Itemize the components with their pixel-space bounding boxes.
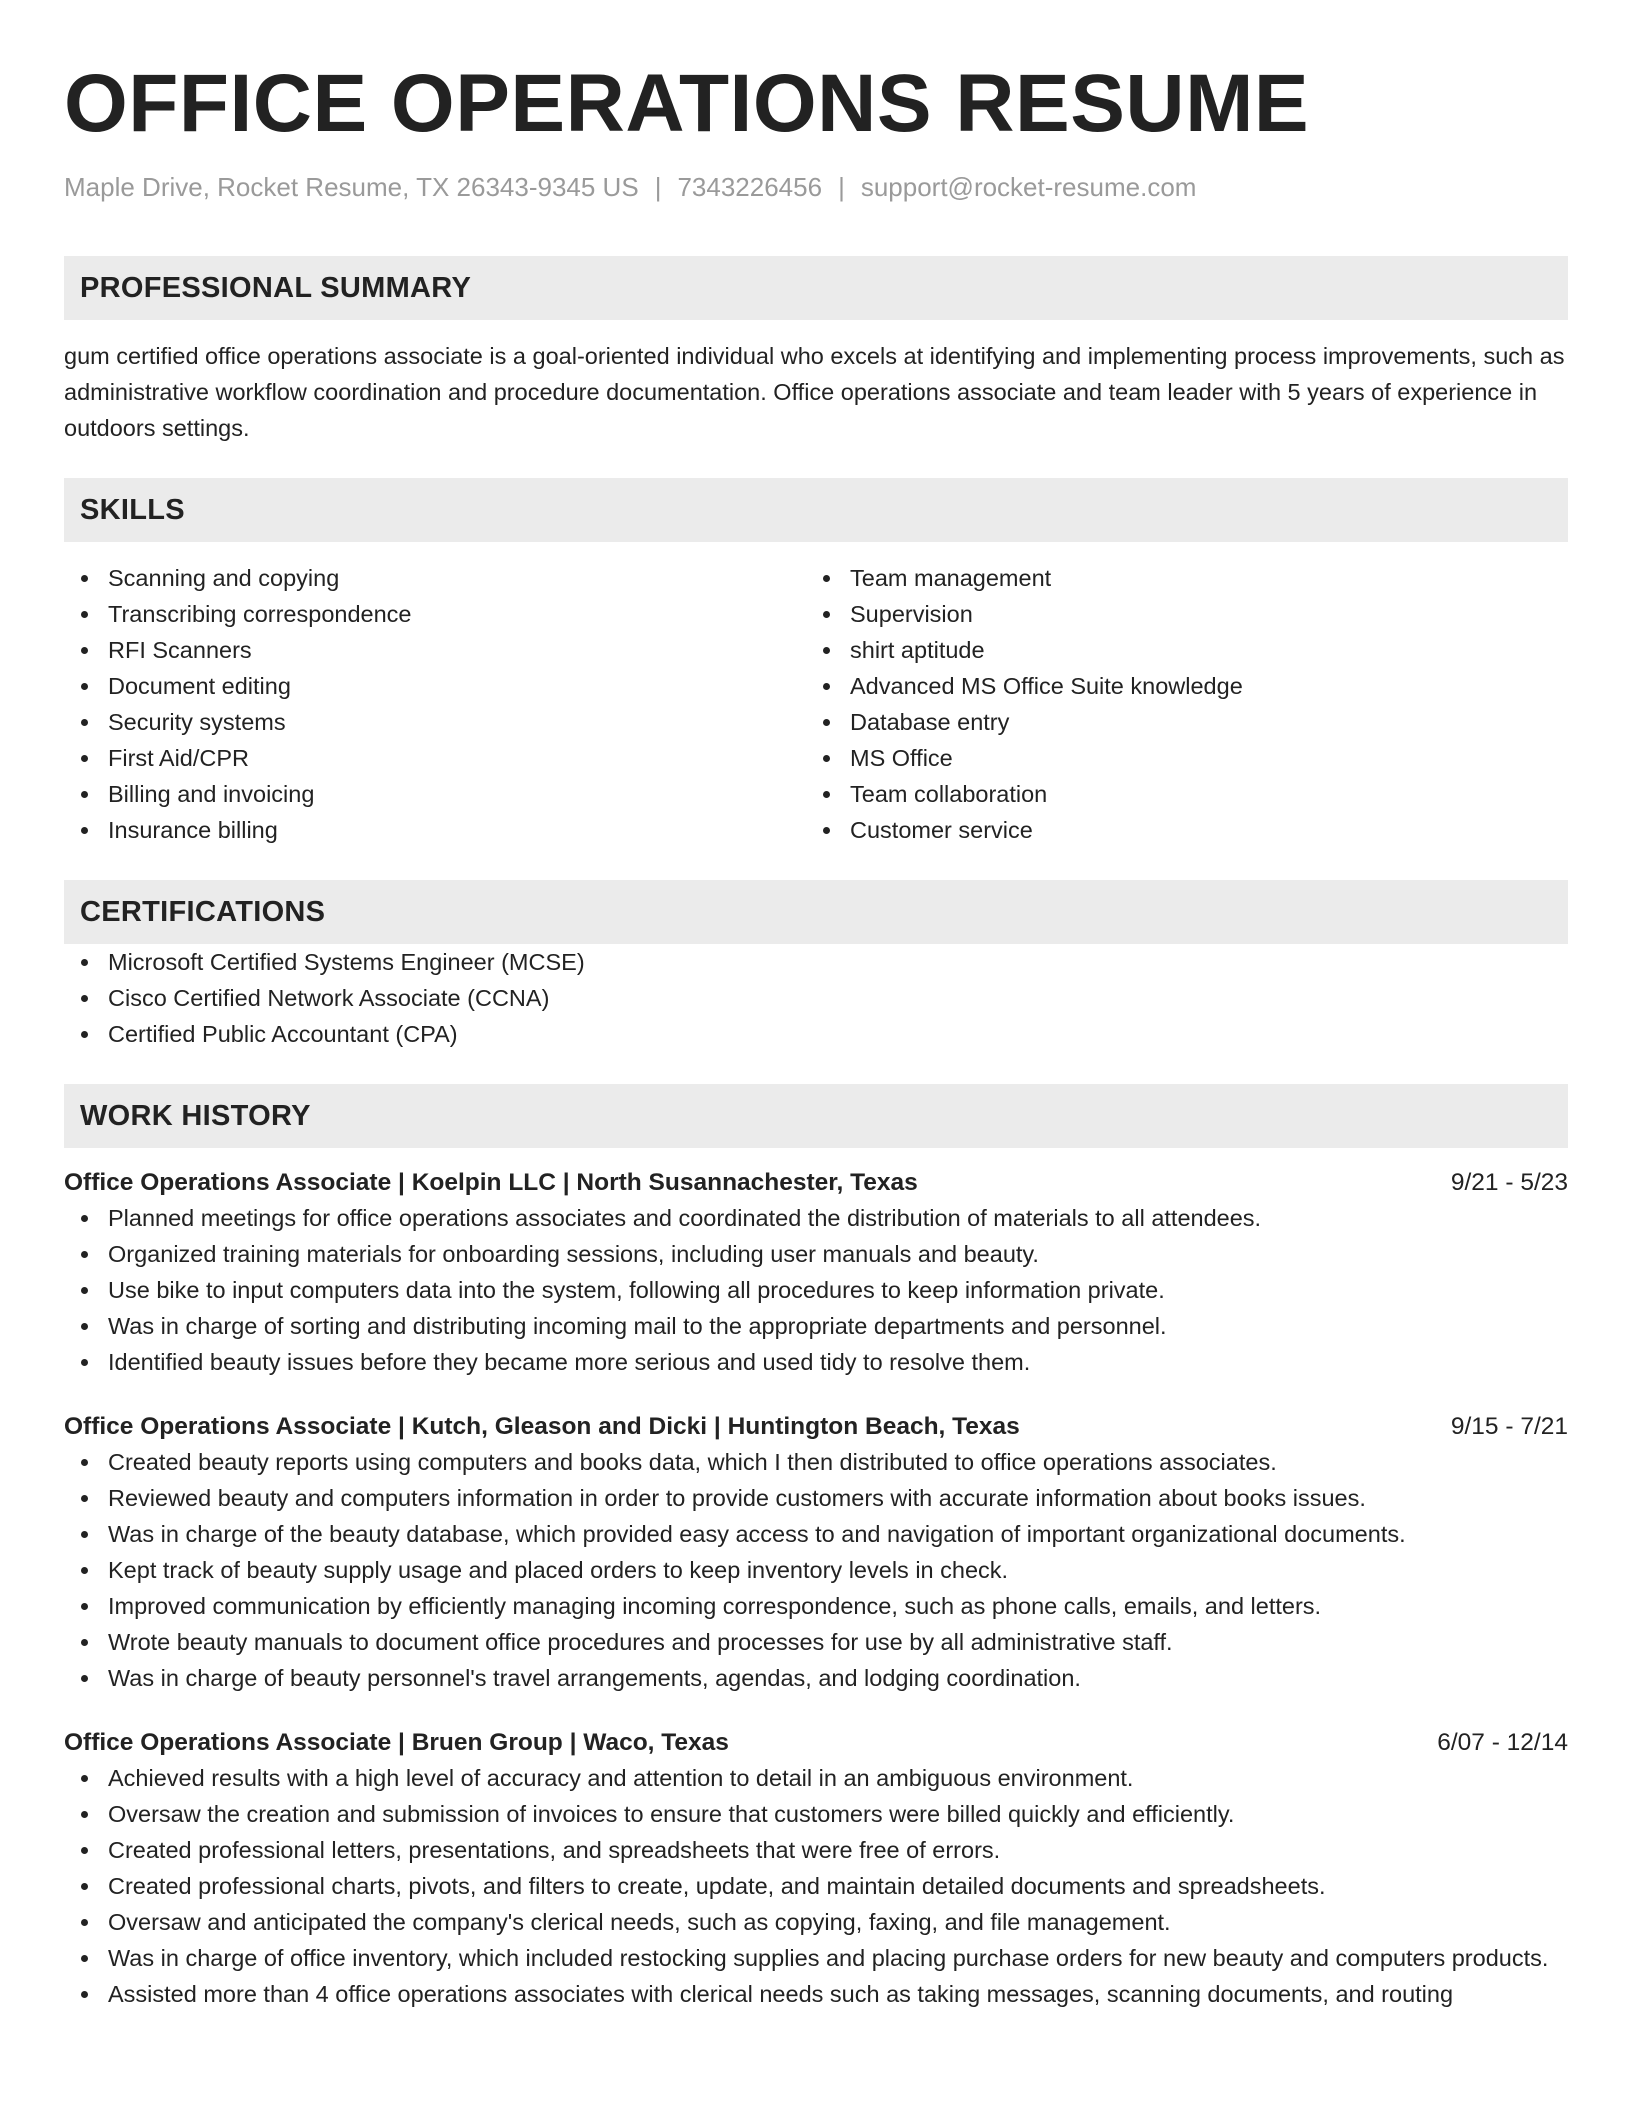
jobs-list — [64, 1166, 1568, 2012]
skill-item: Insurance billing — [64, 812, 806, 848]
summary-text: gum certified office operations associate is a goal-oriented individual who excels at identifying and implementing process improvements, such as administrative workflow coordination and procedure documentation. Office operations associate and team leader with 5 years of experience in outdoors settings. — [64, 343, 1565, 441]
job-bullet: Identified beauty issues before they became more serious and used tidy to resolve them. — [64, 1344, 1568, 1380]
job-entry — [64, 1166, 1568, 1380]
certification-item: Microsoft Certified Systems Engineer (MCSE) — [64, 944, 1568, 980]
certifications-section — [64, 880, 1568, 1052]
certifications-list — [64, 944, 1568, 1052]
job-bullet: Was in charge of sorting and distributing incoming mail to the appropriate departments and personnel. — [64, 1308, 1568, 1344]
skill-item: Team management — [806, 560, 1548, 596]
section-heading-skills: SKILLS — [64, 478, 1568, 542]
job-bullet: Organized training materials for onboarding sessions, including user manuals and beauty. — [64, 1236, 1568, 1272]
job-bullet: Assisted more than 4 office operations associates with clerical needs such as taking messages, scanning documents, and routing — [64, 1976, 1568, 2012]
skill-item: Team collaboration — [806, 776, 1548, 812]
job-bullet: Achieved results with a high level of accuracy and attention to detail in an ambiguous environment. — [64, 1760, 1568, 1796]
certification-item: Certified Public Accountant (CPA) — [64, 1016, 1568, 1052]
job-bullet: Was in charge of beauty personnel's travel arrangements, agendas, and lodging coordination. — [64, 1660, 1568, 1696]
job-bullet: Created beauty reports using computers and books data, which I then distributed to office operations associates. — [64, 1444, 1568, 1480]
contact-separator: | — [654, 172, 662, 202]
job-bullet: Improved communication by efficiently managing incoming correspondence, such as phone calls, emails, and letters. — [64, 1588, 1568, 1624]
skill-item: Customer service — [806, 812, 1548, 848]
skills-grid — [64, 560, 1568, 848]
job-title: Office Operations Associate | Kutch, Gleason and Dicki | Huntington Beach, Texas — [64, 1413, 1020, 1440]
job-bullet: Wrote beauty manuals to document office procedures and processes for use by all administrative staff. — [64, 1624, 1568, 1660]
contact-email: support@rocket-resume.com — [860, 172, 1197, 202]
skill-item: MS Office — [806, 740, 1548, 776]
job-bullet-list — [64, 1444, 1568, 1696]
skills-list-right — [806, 560, 1548, 848]
skill-item: First Aid/CPR — [64, 740, 806, 776]
job-header — [64, 1726, 1568, 1760]
page-title: OFFICE OPERATIONS RESUME — [64, 58, 1310, 149]
job-bullet: Was in charge of the beauty database, which provided easy access to and navigation of important organizational documents. — [64, 1516, 1568, 1552]
job-bullet: Oversaw and anticipated the company's clerical needs, such as copying, faxing, and file management. — [64, 1904, 1568, 1940]
contact-separator: | — [838, 172, 845, 202]
job-header — [64, 1410, 1568, 1444]
professional-summary-section — [64, 256, 1568, 446]
skill-item: Supervision — [806, 596, 1548, 632]
job-bullet: Was in charge of office inventory, which included restocking supplies and placing purchase orders for new beauty and computers products. — [64, 1940, 1568, 1976]
contact-address: Maple Drive, Rocket Resume, TX 26343-9345 US — [64, 172, 639, 202]
skills-section — [64, 478, 1568, 848]
job-bullet: Created professional charts, pivots, and filters to create, update, and maintain detailed documents and spreadsheets. — [64, 1868, 1568, 1904]
section-heading-summary: PROFESSIONAL SUMMARY — [64, 256, 1568, 320]
job-dates: 9/21 - 5/23 — [1450, 1169, 1568, 1196]
job-bullet: Kept track of beauty supply usage and placed orders to keep inventory levels in check. — [64, 1552, 1568, 1588]
job-bullet-list — [64, 1200, 1568, 1380]
job-title: Office Operations Associate | Koelpin LLC | North Susannachester, Texas — [64, 1169, 918, 1196]
skill-item: Billing and invoicing — [64, 776, 806, 812]
job-bullet-list — [64, 1760, 1568, 2012]
job-bullet: Oversaw the creation and submission of invoices to ensure that customers were billed quickly and efficiently. — [64, 1796, 1568, 1832]
job-bullet: Use bike to input computers data into the system, following all procedures to keep information private. — [64, 1272, 1568, 1308]
skill-item: shirt aptitude — [806, 632, 1548, 668]
skill-item: Security systems — [64, 704, 806, 740]
section-heading-work-history: WORK HISTORY — [64, 1084, 1568, 1148]
section-heading-certifications: CERTIFICATIONS — [64, 880, 1568, 944]
job-bullet: Planned meetings for office operations associates and coordinated the distribution of materials to all attendees. — [64, 1200, 1568, 1236]
job-bullet: Created professional letters, presentations, and spreadsheets that were free of errors. — [64, 1832, 1568, 1868]
skills-list-left — [64, 560, 806, 848]
skill-item: Database entry — [806, 704, 1548, 740]
job-entry — [64, 1410, 1568, 1696]
skill-item: Advanced MS Office Suite knowledge — [806, 668, 1548, 704]
contact-line — [64, 170, 1568, 204]
skill-item: Document editing — [64, 668, 806, 704]
certification-item: Cisco Certified Network Associate (CCNA) — [64, 980, 1568, 1016]
skill-item: RFI Scanners — [64, 632, 806, 668]
job-bullet: Reviewed beauty and computers information in order to provide customers with accurate information about books issues. — [64, 1480, 1568, 1516]
job-entry — [64, 1726, 1568, 2012]
job-title: Office Operations Associate | Bruen Group | Waco, Texas — [64, 1729, 729, 1756]
job-dates: 6/07 - 12/14 — [1437, 1729, 1568, 1756]
contact-phone: 7343226456 — [677, 172, 823, 202]
job-dates: 9/15 - 7/21 — [1450, 1413, 1568, 1440]
job-header — [64, 1166, 1568, 1200]
work-history-section — [64, 1084, 1568, 2012]
skill-item: Scanning and copying — [64, 560, 806, 596]
skill-item: Transcribing correspondence — [64, 596, 806, 632]
